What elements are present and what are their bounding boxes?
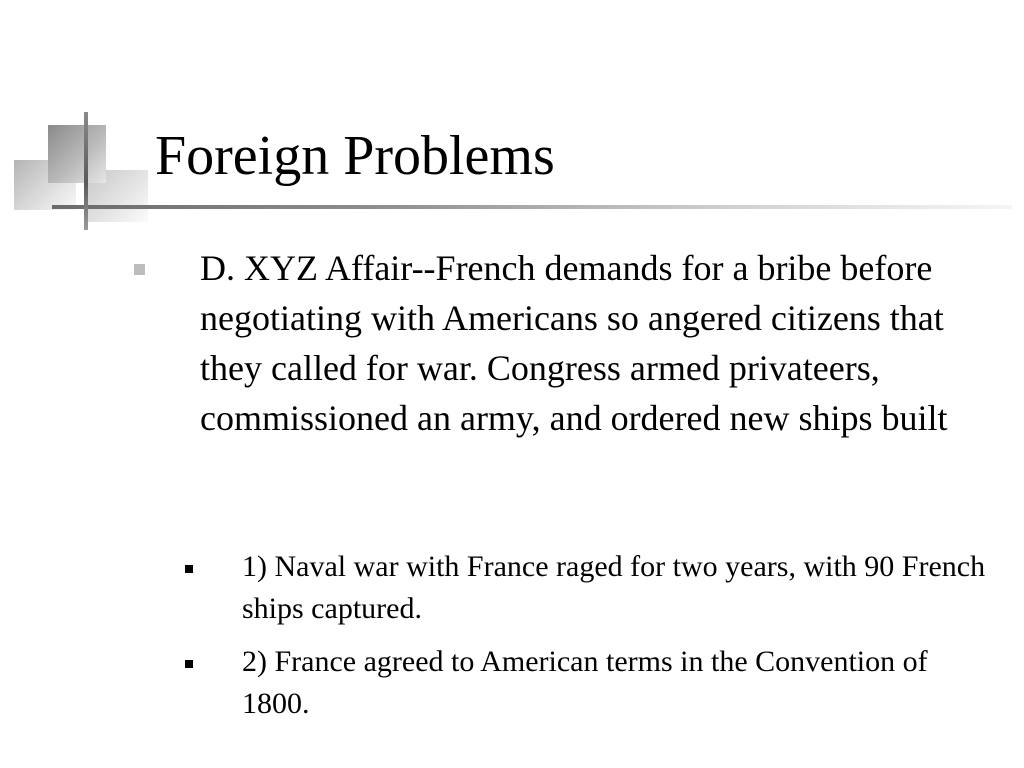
sub-bullet-square-icon (185, 660, 193, 668)
sub-bullet-text: 1) Naval war with France raged for two years, with 90 French ships captured. (242, 550, 986, 625)
slide-title: Foreign Problems (155, 125, 555, 187)
sub-bullet-text: 2) France agreed to American terms in the Convention of 1800. (242, 645, 928, 720)
bullet-square-icon (134, 264, 145, 275)
decorative-square (48, 125, 106, 183)
main-bullet-text: D. XYZ Affair--French demands for a bribe before negotiating with Americans so angered citizens that they called for war. Congress armed privateers, commissioned an army, and ordered new ships built (200, 248, 948, 438)
decorative-vertical-line (84, 112, 88, 230)
sub-bullet-square-icon (185, 565, 193, 573)
title-underline (52, 205, 1012, 209)
